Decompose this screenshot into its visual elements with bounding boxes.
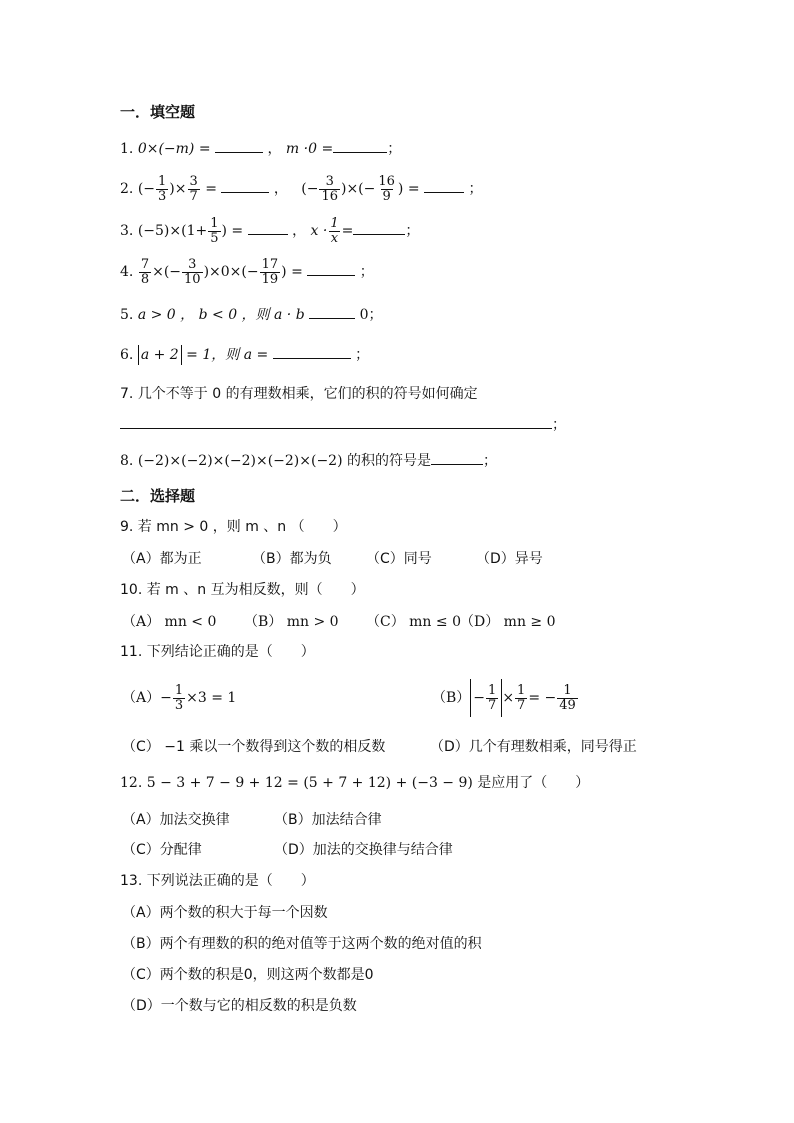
q12-option-b[interactable]: （B）加法结合律 [274, 812, 382, 828]
question-9-options [122, 549, 543, 569]
q6-blank[interactable] [273, 344, 351, 359]
q12-option-d[interactable]: （D）加法的交换律与结合律 [274, 842, 453, 858]
q11-option-c[interactable]: （C） −1 乘以一个数得到这个数的相反数 [122, 739, 386, 755]
q9-option-c[interactable]: （C）同号 [366, 551, 432, 567]
q4-number: 4. [120, 264, 134, 280]
question-7-answer-line: ； [120, 414, 566, 435]
q8-blank[interactable] [431, 450, 483, 465]
q3-frac-1: $\frac{1}{5}$ [210, 215, 219, 246]
q6-number: 6. [120, 347, 134, 363]
q11-option-d[interactable]: （D）几个有理数相乘，同号得正 [430, 739, 637, 755]
question-10-options [122, 612, 556, 632]
question-12-stem: 12. 5 − 3 + 7 − 9 + 12 = (5 + 7 + 12) + (−3 − 9) 是应用了（ ） [120, 775, 590, 791]
q2-frac-2: $\frac{3}{7}$ [189, 173, 198, 204]
question-5: 5. a > 0 ， b < 0 ，则 a · b 0； [120, 304, 383, 325]
q6-abs: a + 2 [138, 345, 182, 365]
question-11-stem: 11. 下列结论正确的是（ ） [120, 644, 315, 660]
question-8: 8. (−2)×(−2)×(−2)×(−2)×(−2) 的积的符号是 ； [120, 450, 497, 471]
q12-option-a[interactable]: （A）加法交换律 [122, 812, 230, 828]
q10-option-a[interactable]: （A） mn < 0 [122, 614, 217, 630]
q11-b-result-frac: $\frac{1}{49}$ [559, 682, 576, 713]
q1-expr-a: 0×(−m) = [137, 141, 211, 157]
q5-number: 5. [120, 307, 134, 323]
q3-blank-b[interactable] [353, 220, 405, 235]
question-12-options-ab [122, 810, 382, 830]
q1-sep: ， [267, 141, 282, 157]
question-9-stem: 9. 若 mn > 0 ，则 m 、n （ ） [120, 519, 347, 535]
q2-blank-b[interactable] [424, 178, 464, 193]
q1-number: 1. [120, 141, 134, 157]
q9-option-a[interactable]: （A）都为正 [122, 551, 202, 567]
question-10-stem: 10. 若 m 、n 互为相反数，则（ ） [120, 582, 365, 598]
q5-blank[interactable] [309, 304, 355, 319]
q3-frac-2: $\frac{1}{x}$ [330, 215, 339, 246]
q13-option-a[interactable]: （A）两个数的积大于每一个因数 [122, 905, 328, 921]
q2-number: 2. [120, 181, 134, 197]
q11-b-frac: $\frac{1}{7}$ [517, 682, 526, 713]
question-7: 7. 几个不等于 0 的有理数相乘，它们的积的符号如何确定 [120, 386, 478, 402]
q1-blank-b[interactable] [333, 138, 387, 153]
q3-number: 3. [120, 223, 134, 239]
q8-number: 8. [120, 453, 134, 469]
q11-option-a[interactable]: （A）− $\frac{1}{3}$ ×3 = 1 [122, 682, 237, 713]
q7-blank[interactable] [120, 414, 552, 429]
q2-frac-4: $\frac{16}{9}$ [378, 173, 395, 204]
q10-option-d[interactable]: （D） mn ≥ 0 [460, 614, 556, 630]
question-6: 6. a + 2 = 1，则 a = ； [120, 344, 369, 365]
q13-option-b[interactable]: （B）两个有理数的积的绝对值等于这两个数的绝对值的积 [122, 936, 482, 952]
q10-option-c[interactable]: （C） mn ≤ 0 [366, 614, 461, 630]
q2-blank-a[interactable] [221, 178, 269, 193]
q1-blank-a[interactable] [215, 138, 263, 153]
q1-end: ； [387, 141, 402, 157]
q7-number: 7. [120, 386, 134, 402]
q2-frac-1: $\frac{1}{3}$ [158, 173, 167, 204]
q11-a-frac: $\frac{1}{3}$ [174, 682, 184, 713]
q13-option-c[interactable]: （C）两个数的积是0，则这两个数都是0 [122, 967, 374, 983]
question-1 [120, 138, 401, 159]
q3-blank-a[interactable] [248, 220, 288, 235]
q11-b-abs: − $\frac{1}{7}$ [470, 679, 502, 717]
q1-expr-b: m ·0 = [285, 141, 334, 157]
question-4: 4. $\frac{7}{8}$ ×(− $\frac{3}{10}$ )×0×(− $\frac{17}{19}$ ) = ； [120, 256, 374, 287]
section-title-fill: 一．填空题 [120, 103, 196, 121]
q4-frac-2: $\frac{3}{10}$ [184, 256, 201, 287]
q9-option-b[interactable]: （B）都为负 [252, 551, 332, 567]
q12-option-c[interactable]: （C）分配律 [122, 842, 202, 858]
question-3: 3. (−5)×(1+ $\frac{1}{5}$ ) = ， x · $\frac{1}{x}$ = ； [120, 215, 420, 246]
question-13-stem: 13. 下列说法正确的是（ ） [120, 873, 315, 889]
q4-frac-1: $\frac{7}{8}$ [140, 256, 150, 287]
q2-frac-3: $\frac{3}{16}$ [321, 173, 338, 204]
q13-option-d[interactable]: （D）一个数与它的相反数的积是负数 [122, 998, 357, 1014]
q9-option-d[interactable]: （D）异号 [476, 551, 543, 567]
question-2: 2. (− $\frac{1}{3}$ )× $\frac{3}{7}$ = ， (− $\frac{3}{16}$ )×(− $\frac{16}{9}$ ) = ； [120, 173, 483, 204]
question-12-options-cd [122, 840, 453, 860]
q11-option-b[interactable]: （B） − $\frac{1}{7}$ × $\frac{1}{7}$ = − $\frac{1}{49}$ [432, 676, 579, 720]
q10-option-b[interactable]: （B） mn > 0 [244, 614, 339, 630]
q4-frac-3: $\frac{17}{19}$ [261, 256, 279, 287]
question-11-options-cd [122, 737, 637, 757]
section-title-choice: 二．选择题 [120, 487, 196, 505]
q4-blank[interactable] [307, 261, 355, 276]
